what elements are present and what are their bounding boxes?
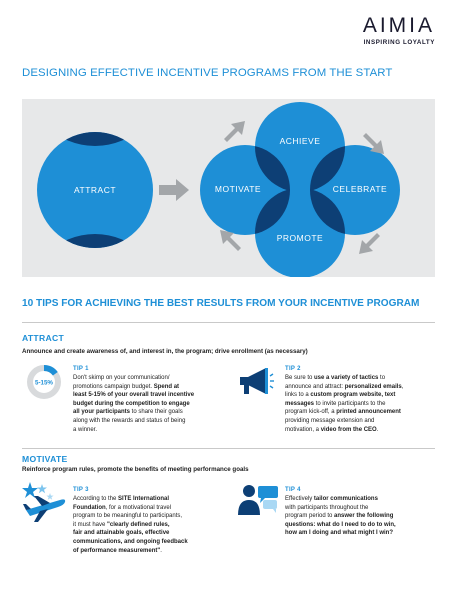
tip-line xyxy=(73,529,233,538)
arrow-down-left-icon xyxy=(359,233,380,254)
page-title: DESIGNING EFFECTIVE INCENTIVE PROGRAMS FROM THE START xyxy=(22,67,393,79)
tip-text-segment: it must have xyxy=(73,521,108,528)
tip-text-segment: program to be meaningful to participants, xyxy=(73,513,183,520)
tip-line xyxy=(73,538,233,547)
tip-line xyxy=(285,495,450,504)
tip-line xyxy=(73,547,233,556)
tip-text-segment: communications, and ongoing feedback xyxy=(73,538,188,545)
tip-line xyxy=(73,521,233,530)
tip-line xyxy=(73,391,233,400)
tip-line xyxy=(285,374,450,383)
tip-line xyxy=(285,504,450,513)
tip-line xyxy=(285,408,450,417)
tip-text-segment: custom program website, text xyxy=(310,392,396,399)
tip-text-segment: links to a xyxy=(285,392,311,399)
tip-text-segment: . xyxy=(160,547,162,554)
tip-text-segment: , xyxy=(401,383,404,390)
airplane-stars-icon xyxy=(20,480,68,524)
tip-text-segment: video from the CEO xyxy=(320,426,377,433)
tips-section-title: 10 TIPS FOR ACHIEVING THE BEST RESULTS FROM YOUR INCENTIVE PROGRAM xyxy=(22,298,420,309)
tip-line xyxy=(285,529,450,538)
donut-chart-label: 5-15% xyxy=(35,379,53,387)
program-cycle-diagram xyxy=(22,99,435,277)
logo-tagline: INSPIRING LOYALTY xyxy=(363,39,435,46)
tip-text-segment: answer the following xyxy=(334,513,394,520)
brand-logo xyxy=(363,16,435,46)
tip-text-segment: Foundation xyxy=(73,504,106,511)
tip-line xyxy=(285,426,450,435)
tip-text-segment: motivation, a xyxy=(285,426,321,433)
tip-text-segment: to share their goals xyxy=(130,409,183,416)
tip-text-segment: of performance measurement" xyxy=(73,547,161,554)
achieve-label: ACHIEVE xyxy=(279,136,321,146)
logo-wordmark: AIMIA xyxy=(362,14,435,37)
tip-text-segment: messages xyxy=(285,400,315,407)
divider xyxy=(22,448,435,449)
tip-text-segment: According to the xyxy=(73,496,119,502)
tip-text-segment: Don't skimp on your communication/ xyxy=(73,375,170,381)
divider xyxy=(22,322,435,323)
tip-4-body xyxy=(285,495,450,538)
tip-line xyxy=(73,504,233,513)
tip-text-segment: all your participants xyxy=(73,409,131,416)
tip-line xyxy=(285,391,450,400)
promote-label: PROMOTE xyxy=(276,233,324,243)
tip-line xyxy=(73,383,233,392)
tip-text-segment: budget during the competition to engage xyxy=(73,400,190,407)
motivate-label: MOTIVATE xyxy=(214,184,262,194)
tip-text-segment: Be sure to xyxy=(285,375,315,381)
tip-2-body xyxy=(285,374,450,434)
megaphone-icon xyxy=(236,365,274,399)
tip-text-segment: , for a motivational travel xyxy=(105,504,172,511)
tip-text-segment: use a variety of tactics xyxy=(314,375,379,381)
tip-text-segment: how am I doing and what might I win? xyxy=(285,530,393,537)
section-description-attract: Announce and create awareness of, and interest in, the program; drive enrollment (as necessary) xyxy=(22,348,308,355)
tip-text-segment: tailor communications xyxy=(313,496,378,502)
tip-label: TIP 3 xyxy=(73,487,89,493)
arrow-right-icon xyxy=(159,179,189,201)
tip-text-segment: Spend at xyxy=(153,383,180,390)
tip-text-segment: SITE International xyxy=(118,496,170,502)
tip-line xyxy=(285,512,450,521)
tip-label: TIP 1 xyxy=(73,366,89,372)
section-description-motivate: Reinforce program rules, promote the benefits of meeting performance goals xyxy=(22,466,249,473)
cycle-diagram-svg xyxy=(22,99,435,277)
tip-1-body xyxy=(73,374,233,434)
person-speech-icon xyxy=(236,482,280,516)
tip-text-segment: a winner. xyxy=(73,426,98,433)
tip-line xyxy=(285,383,450,392)
tip-text-segment: to xyxy=(378,375,386,381)
tip-line xyxy=(73,374,233,383)
tip-line xyxy=(285,417,450,426)
section-heading-motivate: MOTIVATE xyxy=(22,454,68,464)
tip-line xyxy=(285,400,450,409)
tip-text-segment: providing message extension and xyxy=(285,417,375,424)
tip-3-body xyxy=(73,495,233,555)
tip-text-segment: announce and attract: xyxy=(285,383,345,390)
tip-line xyxy=(73,400,233,409)
tip-text-segment: promotions campaign budget. xyxy=(73,383,154,390)
tip-text-segment: "clearly defined rules, xyxy=(107,521,170,528)
tip-text-segment: personalized emails xyxy=(344,383,402,390)
celebrate-label: CELEBRATE xyxy=(332,184,388,194)
tip-text-segment: program kick-off, a xyxy=(285,409,337,416)
section-heading-attract: ATTRACT xyxy=(22,333,65,343)
tip-text-segment: printed announcement xyxy=(336,409,401,416)
tip-text-segment: with participants throughout the xyxy=(285,504,369,511)
tip-text-segment: fair and attainable goals, effective xyxy=(73,530,170,537)
tip-line xyxy=(73,408,233,417)
tip-line xyxy=(73,495,233,504)
tip-text-segment: program period to xyxy=(285,513,335,520)
tip-line xyxy=(73,417,233,426)
tip-line xyxy=(285,521,450,530)
tip-text-segment: along with the rewards and status of being xyxy=(73,417,186,424)
tip-line xyxy=(73,426,233,435)
tip-line xyxy=(73,512,233,521)
attract-label: ATTRACT xyxy=(73,185,117,195)
tip-text-segment: Effectively xyxy=(285,496,314,502)
arrow-up-right-icon xyxy=(224,121,245,142)
tip-text-segment: questions: what do I need to do to win, xyxy=(285,521,396,528)
tip-text-segment: to invite participants to the xyxy=(314,400,386,407)
tip-text-segment: least 5-15% of your overall travel incentive xyxy=(73,392,195,399)
donut-chart-icon xyxy=(26,364,62,400)
tip-text-segment: . xyxy=(376,426,379,433)
tip-label: TIP 4 xyxy=(285,487,301,493)
tip-label: TIP 2 xyxy=(285,366,301,372)
